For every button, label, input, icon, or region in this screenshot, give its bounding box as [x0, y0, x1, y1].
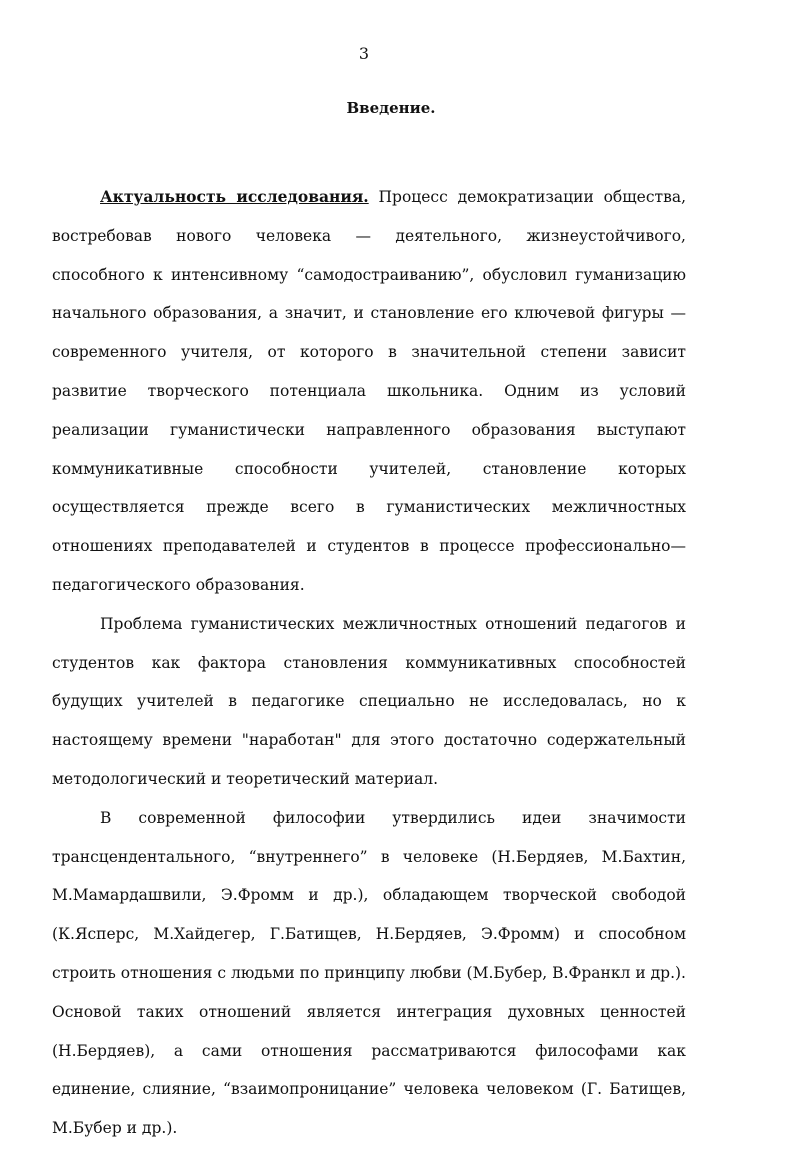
- paragraph-philosophy: [52, 799, 686, 1148]
- body-text: [52, 178, 686, 1148]
- paragraph-lead: Актуальность исследования.: [100, 187, 369, 206]
- page-number: 3: [358, 44, 370, 63]
- section-heading: Введение.: [346, 99, 436, 117]
- paragraph-text: Процесс демократизации общества, востребовав нового человека — деятельного, жизнеустойчивого, способного к интенсивному “самодостраиванию”, обусловил гуманизацию начального образования, а значит, и становление его ключевой фигуры — современного учителя, от которого в значительной степени зависит развитие творческого потенциала школьника. Одним из условий реализации гуманистически направленного образования выступают коммуникативные способности учителей, становление которых осуществляется прежде всего в гуманистических межличностных отношениях преподавателей и студентов в процессе профессионально—педагогического образования.: [52, 188, 686, 594]
- paragraph-text: В современной философии утвердились идеи значимости трансцендентального, “внутреннего” в человеке (Н.Бердяев, М.Бахтин, М.Мамардашвили, Э.Фромм и др.), обладающем творческой свободой (К.Ясперс, М.Хайдегер, Г.Батищев, Н.Бердяев, Э.Фромм) и способном строить отношения с людьми по принципу любви (М.Бубер, В.Франкл и др.). Основой таких отношений является интеграция духовных ценностей (Н.Бердяев), а сами отношения рассматриваются философами как единение, слияние, “взаимопроницание” человека человеком (Г. Батищев, М.Бубер и др.).: [52, 808, 686, 1138]
- paragraph-text: Проблема гуманистических межличностных отношений педагогов и студентов как фактора становления коммуникативных способностей будущих учителей в педагогике специально не исследовалась, но к настоящему времени "наработан" для этого достаточно содержательный методологический и теоретический материал.: [52, 614, 686, 788]
- paragraph-relevance: [52, 178, 686, 605]
- paragraph-problem: [52, 605, 686, 799]
